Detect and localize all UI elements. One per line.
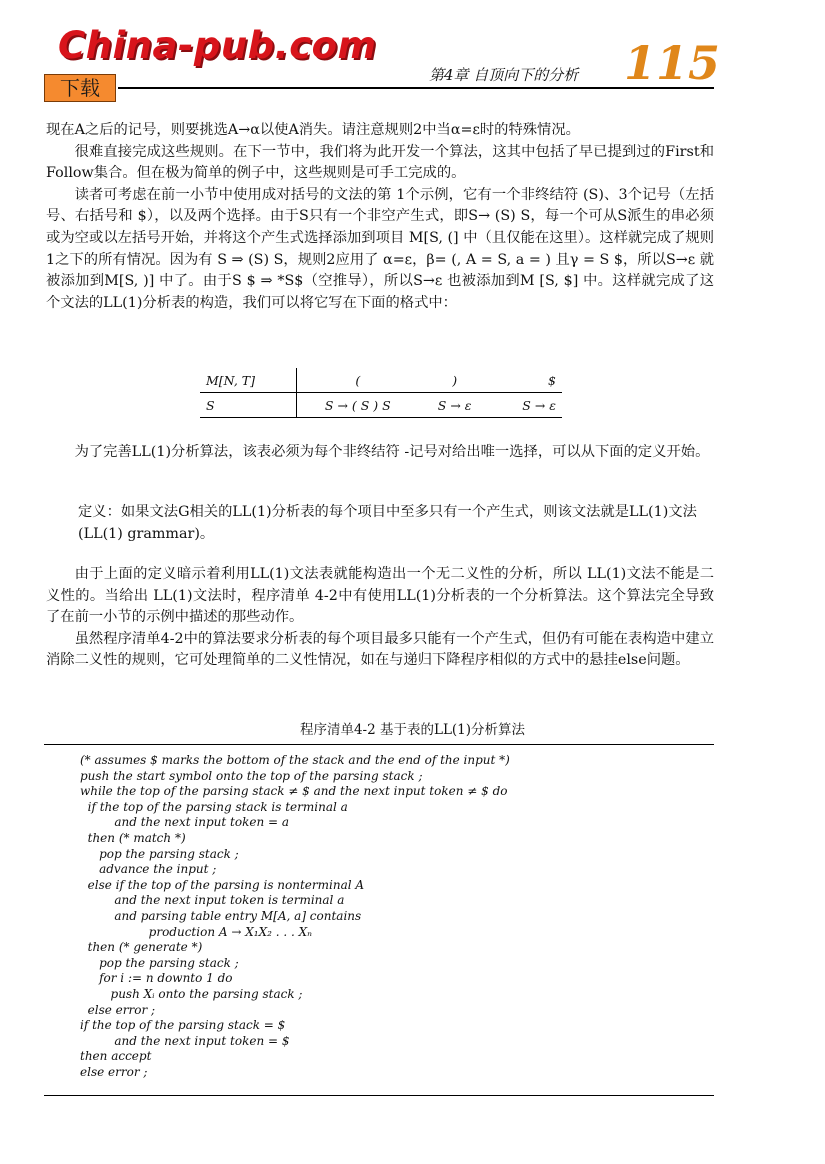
code-listing [44,744,714,1096]
paragraph: 现在A之后的记号，则要挑选A→α以使A消失。请注意规则2中当α=ε时的特殊情况。 [46,122,580,138]
code-line: and the next input token is terminal a [80,893,345,908]
table-cell: S → ε [490,393,562,418]
table-row [200,393,562,418]
paragraph: 很难直接完成这些规则。在下一节中，我们将为此开发一个算法，这其中包括了早已提到过的First和Follow集合。但在极为简单的例子中，这些规则是可手工完成的。 [46,143,714,182]
page-header [44,24,721,104]
code-line: production A → X₁X₂ . . . Xₙ [80,924,313,939]
code-line: then (* generate *) [80,940,203,955]
paragraph: 为了完善LL(1)分析算法，该表必须为每个非终结符 -记号对给出唯一选择，可以从下面的定义开始。 [74,444,710,460]
completion-paragraph [46,442,714,464]
code-block [80,753,510,1080]
table-header: ( [296,368,419,393]
code-line: else if the top of the parsing is nonterminal A [80,877,365,892]
listing-title: 程序清单4-2 基于表的LL(1)分析算法 [299,722,526,738]
table-header: M[N, T] [200,368,296,393]
code-line: pop the parsing stack ; [80,846,239,861]
page-number: 115 [624,36,721,90]
code-line: else error ; [80,1002,156,1017]
code-line: then accept [80,1049,152,1064]
discussion-paragraphs [46,564,714,672]
code-line: and the next input token = $ [80,1033,290,1048]
code-line: and parsing table entry M[A, a] contains [80,908,362,923]
code-line: pop the parsing stack ; [80,955,239,970]
chapter-title: 第4章 自顶向下的分析 [429,66,579,84]
header-rule [118,87,714,89]
code-line: push Xᵢ onto the parsing stack ; [80,986,303,1001]
code-line: advance the input ; [80,862,217,877]
code-line: while the top of the parsing stack ≠ $ and the next input token ≠ $ do [80,784,508,799]
code-line: if the top of the parsing stack = $ [80,1018,286,1033]
code-line: push the start symbol onto the top of the parsing stack ; [80,768,423,783]
code-line: for i := n downto 1 do [80,971,233,986]
table-cell: S → ε [419,393,491,418]
code-line: if the top of the parsing stack is terminal a [80,799,348,814]
code-line: else error ; [80,1064,148,1079]
site-logo: China-pub.com [58,24,377,67]
paragraph: 由于上面的定义暗示着利用LL(1)文法表就能构造出一个无二义性的分析，所以 LL(1)文法不能是二义性的。当给出 LL(1)文法时，程序清单 4-2中有使用LL(1)分析表的一个分析算法。这个算法完全导致了在前一小节的示例中描述的那些动作。 [46,566,714,626]
paragraph: 读者可考虑在前一小节中使用成对括号的文法的第 1个示例，它有一个非终结符 (S)、3个记号（左括号、右括号和 $），以及两个选择。由于S只有一个非空产生式，即S→ (S) S，每一个可从S派生的串必须或为空或以左括号开始，并将这个产生式选择添加到项目 M[S, (] 中（且仅能在这里）。这样就完成了规则 1之下的所有情况。因为有 S ⇒ (S) S，规则2应用了 α=ε，β= (, A = S, a = ) 且γ = S $，所以S→ε 就被添加到M[S, )] 中了。由于S $ ⇒ *S$（空推导），所以S→ε 也被添加到M [S, $] 中。这样就完成了这个文法的LL(1)分析表的构造，我们可以将它写在下面的格式中： [46,186,714,311]
paragraph: 虽然程序清单4-2中的算法要求分析表的每个项目最多只能有一个产生式，但仍有可能在表构造中建立消除二义性的规则，它可处理简单的二义性情况，如在与递归下降程序相似的方式中的悬挂else问题。 [46,630,714,669]
table-header: $ [490,368,562,393]
code-line: and the next input token = a [80,815,290,830]
table-cell: S → ( S ) S [296,393,419,418]
table-cell: S [200,393,296,418]
table-header: ) [419,368,491,393]
definition: 定义：如果文法G相关的LL(1)分析表的每个项目中至多只有一个产生式，则该文法就是LL(1)文法(LL(1) grammar)。 [78,504,697,542]
code-line: then (* match *) [80,830,186,845]
ll1-parsing-table [200,368,562,418]
download-badge: 下载 [44,74,116,102]
code-line: (* assumes $ marks the bottom of the stack and the end of the input *) [80,753,510,767]
intro-paragraphs [46,120,714,314]
